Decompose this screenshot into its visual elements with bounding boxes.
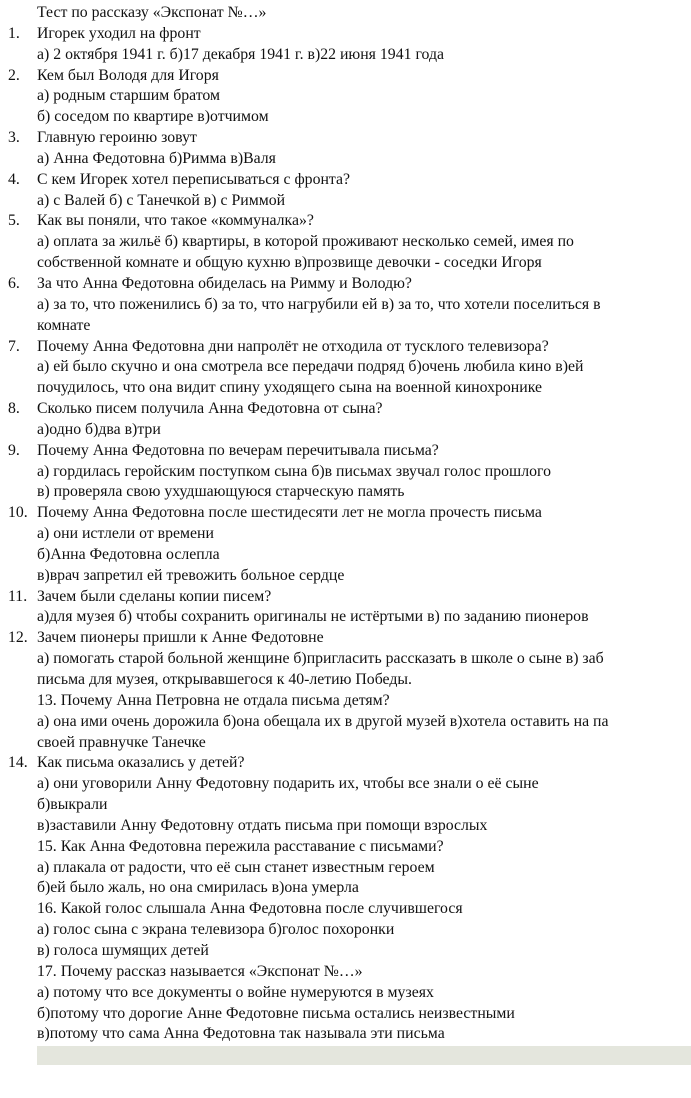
question-11 [0,587,691,608]
answer-line: б)Анна Федотовна ослепла [37,545,220,563]
answer-line: а) они истлели от времени [37,525,214,543]
question-number: 9. [8,441,20,459]
answer-line: а) Анна Федотовна б)Римма в)Валя [37,149,276,167]
question-text: За что Анна Федотовна обиделась на Римму и Володю? [37,274,412,292]
question-number: 8. [8,400,20,418]
question-15 [0,837,691,858]
question-number: 7. [8,337,20,355]
answer-line: в)врач запретил ей тревожить больное сердце [37,566,345,584]
question-6 [0,274,691,295]
question-7 [0,337,691,358]
document-title: Тест по рассказу «Экспонат №…» [37,4,267,21]
question-text: Зачем были сделаны копии писем? [37,587,272,605]
answer-line: а)для музея б) чтобы сохранить оригиналы не истёртыми в) по заданию пионеров [37,608,589,626]
question-13 [0,691,691,712]
answer-line: в) проверяла свою ухудшающуюся старческую память [37,483,405,501]
answer-line: б) соседом по квартире в)отчимом [37,108,269,126]
question-text: Зачем пионеры пришли к Анне Федотовне [37,629,324,647]
question-text: 13. Почему Анна Петровна не отдала письма детям? [37,691,390,709]
question-number: 12. [8,629,28,647]
answer-line: б)выкрали [37,796,108,814]
answer-line: в)потому что сама Анна Федотовна так называла эти письма [37,1025,445,1043]
answer-line: почудилось, что она видит спину уходящего сына на военной кинохронике [37,379,542,397]
answer-line: б)потому что дорогие Анне Федотовне письма остались неизвестными [37,1004,515,1022]
test-document [0,3,691,1045]
question-number: 14. [8,754,28,772]
question-number: 10. [8,504,28,522]
question-8 [0,399,691,420]
question-10 [0,503,691,524]
question-17 [0,962,691,983]
question-list [0,24,691,1045]
answer-line: а) 2 октября 1941 г. б)17 декабря 1941 г. в)22 июня 1941 года [37,45,445,63]
answer-line: а) голос сына с экрана телевизора б)голос похоронки [37,921,395,939]
question-16 [0,899,691,920]
question-number: 4. [8,170,20,188]
question-4 [0,170,691,191]
question-5 [0,211,691,232]
answer-line: а) родным старшим братом [37,87,221,105]
answer-line: а) за то, что поженились б) за то, что нагрубили ей в) за то, что хотели поселиться в [37,295,601,313]
question-text: 16. Какой голос слышала Анна Федотовна после случившегося [37,900,463,918]
answer-line: письма для музея, открывавшегося к 40-летию Победы. [37,671,412,688]
question-9 [0,441,691,462]
answer-line: а) потому что все документы о войне нумеруются в музеях [37,983,434,1001]
question-number: 2. [8,66,20,84]
question-text: Кем был Володя для Игоря [37,66,219,84]
question-text: Как вы поняли, что такое «коммуналка»? [37,212,314,230]
question-text: Почему Анна Федотовна после шестидесяти лет не могла прочесть письма [37,504,542,522]
footer-shaded-bar [37,1046,691,1065]
question-number: 3. [8,129,20,147]
question-text: Главную героиню зовут [37,129,197,147]
answer-line: а) с Валей б) с Танечкой в) с Риммой [37,191,286,209]
answer-line: а) плакала от радости, что её сын станет известным героем [37,858,435,876]
question-number: 1. [8,24,20,42]
question-text: 15. Как Анна Федотовна пережила расставание с письмами? [37,837,444,855]
question-text: Почему Анна Федотовна дни напролёт не отходила от тусклого телевизора? [37,337,549,355]
answer-line: а) они уговорили Анну Федотовну подарить их, чтобы все знали о её сыне [37,775,539,793]
question-text: Почему Анна Федотовна по вечерам перечитывала письма? [37,441,439,459]
question-text: Сколько писем получила Анна Федотовна от сына? [37,400,383,418]
question-text: С кем Игорек хотел переписываться с фронта? [37,170,351,188]
answer-line: а) гордилась геройским поступком сына б)в письмах звучал голос прошлого [37,462,551,480]
answer-line: б)ей было жаль, но она смирилась в)она умерла [37,879,359,897]
answer-line: а) она ими очень дорожила б)она обещала их в другой музей в)хотела оставить на па [37,712,609,730]
answer-line: а) ей было скучно и она смотрела все передачи подряд б)очень любила кино в)ей [37,358,584,376]
question-number: 6. [8,274,20,292]
question-text: 17. Почему рассказ называется «Экспонат №…» [37,962,363,980]
answer-line: а)одно б)два в)три [37,420,161,438]
question-2 [0,66,691,87]
answer-line: своей правнучке Танечке [37,733,206,751]
question-number: 5. [8,212,20,230]
answer-line: комнате [37,316,91,334]
question-number: 11. [8,587,28,605]
answer-line: в)заставили Анну Федотовну отдать письма при помощи взрослых [37,816,488,834]
question-3 [0,128,691,149]
question-12 [0,628,691,649]
answer-line: а) оплата за жильё б) квартиры, в которой проживают несколько семей, имея по [37,233,574,251]
answer-line: собственной комнате и общую кухню в)прозвище девочки - соседки Игоря [37,254,542,272]
question-14 [0,753,691,774]
answer-line: в) голоса шумящих детей [37,941,209,959]
question-1 [0,24,691,45]
question-text: Как письма оказались у детей? [37,754,245,772]
question-text: Игорек уходил на фронт [37,24,201,42]
answer-line: а) помогать старой больной женщине б)пригласить рассказать в школе о сыне в) заб [37,650,604,668]
